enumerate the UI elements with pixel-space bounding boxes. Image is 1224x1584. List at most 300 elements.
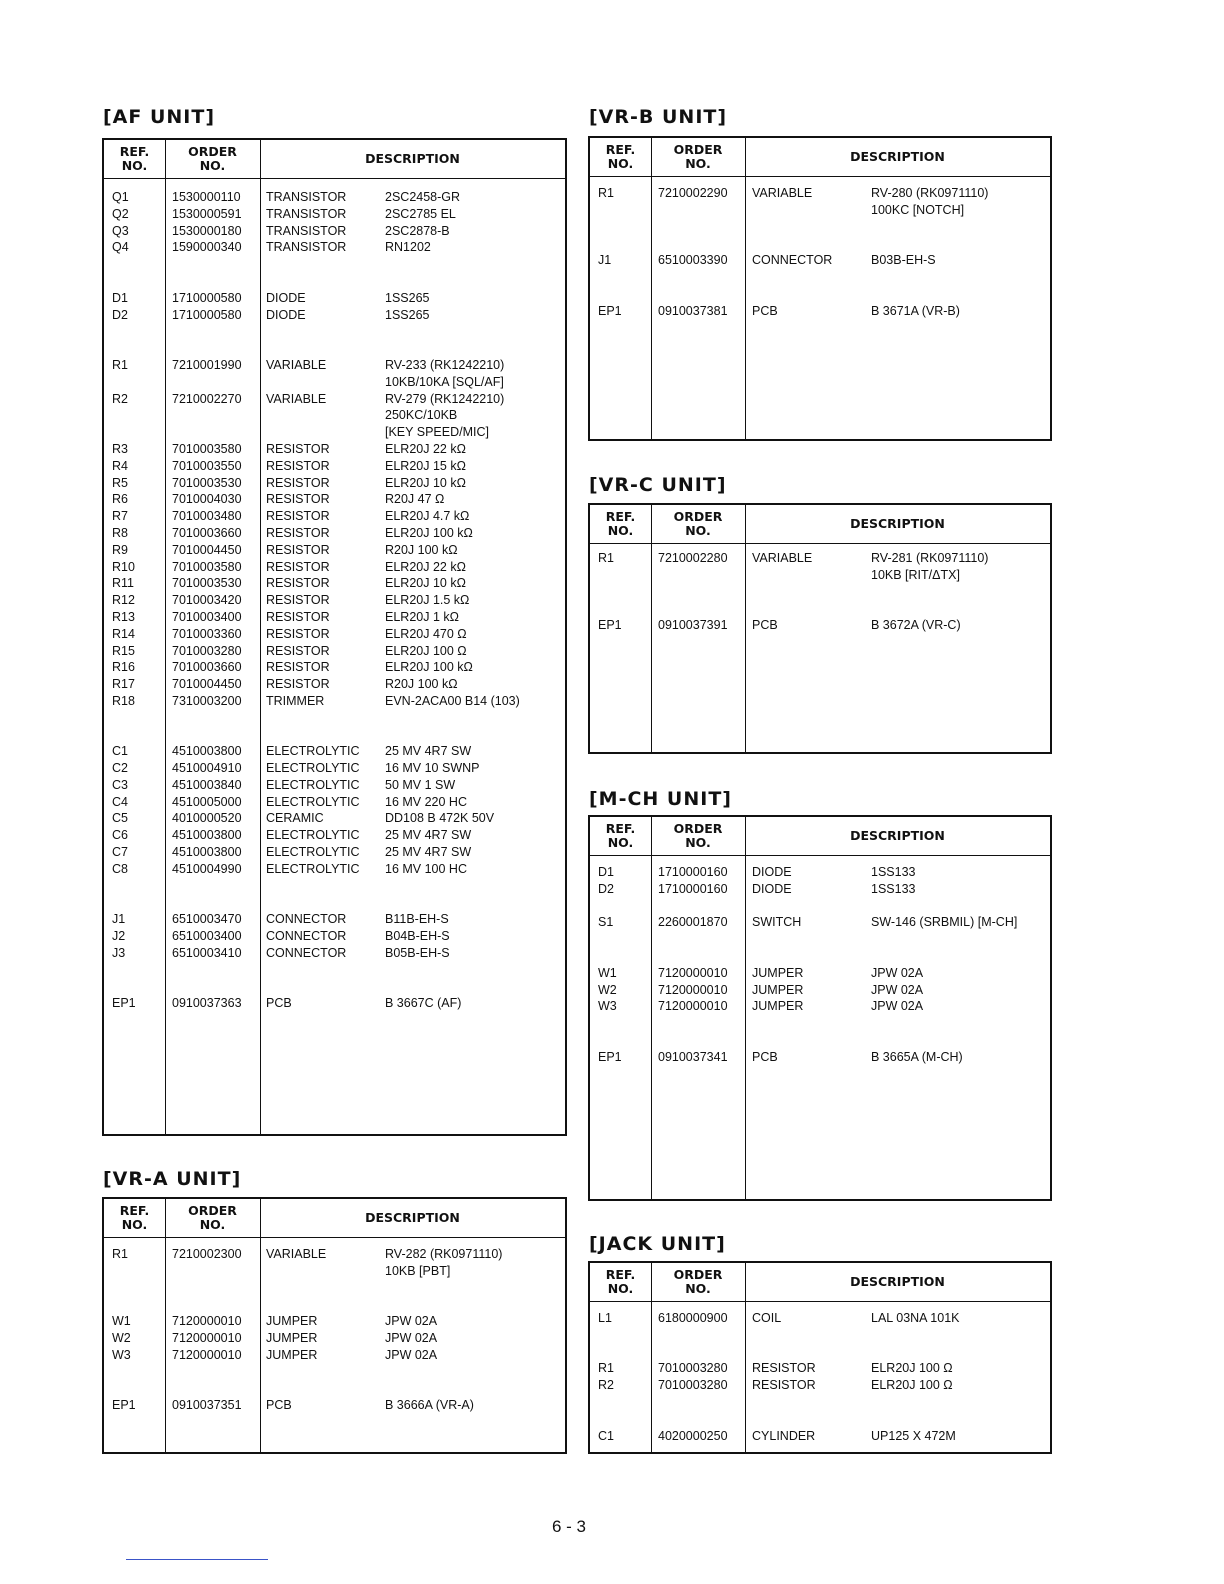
value-cell: ELR20J 100 kΩ [385,660,473,675]
type-cell: VARIABLE [266,391,327,406]
value-cell: 25 MV 4R7 SW [385,744,472,759]
ref-no-header [104,1204,165,1232]
type-cell: RESISTOR [266,525,330,540]
value-cell: 25 MV 4R7 SW [385,845,472,860]
table-row [104,929,565,946]
value-cell: 2SC2785 EL [385,206,456,221]
table-row [104,1365,565,1382]
value-cell: ELR20J 100 kΩ [385,525,473,540]
table-row [590,999,1050,1016]
table-row [104,963,565,980]
order-no-header-line: NO. [685,1281,711,1296]
value-cell: B05B-EH-S [385,945,450,960]
ref-cell: Q4 [112,240,129,255]
table-row [104,341,565,358]
type-cell: TRIMMER [266,693,325,708]
table-row [104,610,565,627]
type-cell: CONNECTOR [752,253,833,268]
value-cell: ELR20J 10 kΩ [385,576,466,591]
order-no-header-line: NO. [685,523,711,538]
ref-no-header-line: REF. [605,1267,636,1282]
value-cell: ELR20J 470 Ω [385,626,467,641]
value-cell: 25 MV 4R7 SW [385,828,472,843]
value-cell: 100KC [NOTCH] [871,202,965,217]
type-cell: RESISTOR [752,1378,816,1393]
table-row [104,1331,565,1348]
order-no-header-line: ORDER [188,144,237,159]
table-row [104,240,565,257]
order-cell: 7010004030 [172,492,242,507]
ref-cell: R11 [112,576,135,591]
value-cell: 10KB [RIT/ΔTX] [871,567,960,582]
table-row [104,560,565,577]
order-cell: 4010000520 [172,811,242,826]
ref-cell: S1 [598,915,614,930]
table-row [590,253,1050,270]
ref-no-header [104,145,165,173]
table-row [104,996,565,1013]
value-cell: B 3672A (VR-C) [871,618,961,633]
ref-no-header [590,822,651,850]
type-cell: RESISTOR [266,475,330,490]
type-cell: JUMPER [752,999,804,1014]
value-cell: [KEY SPEED/MIC] [385,425,489,440]
vra-unit-title: [VR-A UNIT] [103,1168,242,1190]
type-cell: DIODE [266,307,306,322]
ref-cell: Q2 [112,206,129,221]
ref-cell: C2 [112,761,128,776]
order-cell: 6180000900 [658,1311,728,1325]
ref-no-header-line: NO. [121,158,148,173]
table-row [104,862,565,879]
table-row [104,795,565,812]
ref-no-header-line: REF. [605,821,636,836]
table-row [104,459,565,476]
ref-cell: C1 [598,1428,614,1443]
order-cell: 1530000110 [172,190,241,204]
value-cell: ELR20J 10 kΩ [385,475,466,490]
order-no-header-line: ORDER [673,821,723,836]
ref-cell: W3 [112,1347,131,1362]
type-cell: RESISTOR [266,509,330,524]
type-cell: JUMPER [752,965,804,980]
value-cell: ELR20J 100 Ω [871,1378,953,1393]
ref-no-header-line: NO. [607,1281,634,1296]
ref-cell: R13 [112,609,135,624]
ref-no-header-line: NO. [607,156,634,171]
ref-cell: R1 [112,357,128,372]
value-cell: 2SC2878-B [385,223,450,238]
ref-cell: W1 [598,965,617,980]
order-cell: 1530000180 [172,223,242,238]
value-cell: 250KC/10KB [385,408,458,423]
value-cell: ELR20J 1.5 kΩ [385,593,470,608]
table-row [590,1378,1050,1395]
order-cell: 0910037341 [658,1049,728,1064]
table-row [104,694,565,711]
type-cell: DIODE [266,290,306,305]
order-cell: 6510003390 [658,253,728,268]
ref-cell: R9 [112,542,128,557]
ref-cell: R3 [112,441,128,456]
ref-cell: C7 [112,845,128,860]
value-cell: RV-281 (RK0971110) [871,551,989,565]
order-cell: 7210002290 [658,186,728,200]
table-row [104,207,565,224]
description-header: DESCRIPTION [365,151,460,166]
order-no-header [651,822,745,850]
type-cell: RESISTOR [266,677,330,692]
table-row [590,287,1050,304]
description-header: DESCRIPTION [850,149,945,164]
ref-cell: EP1 [598,618,622,633]
value-cell: B03B-EH-S [871,253,936,268]
table-row [590,949,1050,966]
table-row [590,1429,1050,1446]
type-cell: ELECTROLYTIC [266,794,360,809]
header-divider [104,1237,565,1238]
order-cell: 7210002270 [172,391,242,406]
table-row [104,492,565,509]
table-row [590,236,1050,253]
value-cell: ELR20J 22 kΩ [385,559,466,574]
rows-container [104,190,565,1013]
order-cell: 7010003580 [172,441,242,456]
mch-unit-table [588,815,1052,1201]
type-cell: ELECTROLYTIC [266,744,360,759]
table-row [104,761,565,778]
rows-container [104,1247,565,1415]
value-cell: RV-280 (RK0971110) [871,186,989,200]
order-cell: 7010003400 [172,609,242,624]
table-row [104,845,565,862]
type-cell: PCB [266,1398,292,1413]
table-row [590,1328,1050,1345]
table-row [104,358,565,375]
value-cell: RV-279 (RK1242210) [385,391,505,406]
value-cell: 1SS133 [871,865,916,879]
ref-cell: R7 [112,509,128,524]
value-cell: 16 MV 100 HC [385,861,467,876]
ref-no-header-line: REF. [605,142,636,157]
table-row [590,1361,1050,1378]
order-cell: 2260001870 [658,915,728,930]
type-cell: RESISTOR [266,643,330,658]
ref-no-header-line: NO. [607,523,634,538]
table-row [104,476,565,493]
table-row [590,966,1050,983]
table-row [590,1412,1050,1429]
ref-cell: L1 [598,1311,612,1325]
table-row [104,644,565,661]
table-row [590,601,1050,618]
vra-unit-table [102,1197,567,1454]
table-row [590,270,1050,287]
ref-cell: R4 [112,458,128,473]
order-cell: 1530000591 [172,206,242,221]
ref-cell: R1 [598,1361,614,1376]
af-unit-title: [AF UNIT] [103,106,216,128]
order-cell: 7120000010 [172,1314,242,1329]
ref-cell: D2 [598,881,614,896]
table-row [104,979,565,996]
table-row [104,1281,565,1298]
ref-no-header [590,510,651,538]
table-row [104,912,565,929]
value-cell: RV-233 (RK1242210) [385,357,505,372]
type-cell: RESISTOR [266,593,330,608]
order-no-header-line: NO. [199,1217,226,1232]
ref-cell: W3 [598,999,617,1014]
type-cell: CERAMIC [266,811,324,826]
order-cell: 6510003410 [172,945,242,960]
value-cell: 1SS265 [385,307,430,322]
value-cell: R20J 100 kΩ [385,542,458,557]
order-cell: 0910037381 [658,303,728,318]
vrc-unit-table [588,503,1052,754]
ref-cell: D1 [112,290,128,305]
table-row [590,1033,1050,1050]
ref-cell: R6 [112,492,128,507]
type-cell: CYLINDER [752,1428,816,1443]
type-cell: RESISTOR [266,576,330,591]
type-cell: DIODE [752,881,792,896]
table-row [104,1297,565,1314]
ref-cell: J1 [598,253,612,268]
value-cell: B 3671A (VR-B) [871,303,960,318]
table-row [104,224,565,241]
mch-unit-title: [M-CH UNIT] [589,788,732,810]
order-cell: 4510004910 [172,761,242,776]
type-cell: PCB [752,303,778,318]
order-cell: 4020000250 [658,1428,728,1443]
order-cell: 7010003360 [172,626,242,641]
value-cell: 1SS133 [871,881,916,896]
ref-no-header [590,143,651,171]
order-no-header-line: ORDER [673,509,723,524]
order-cell: 7210002280 [658,551,728,565]
order-cell: 7120000010 [172,1347,242,1362]
ref-cell: J2 [112,929,126,944]
ref-cell: R1 [598,186,614,200]
ref-cell: R14 [112,626,135,641]
ref-cell: C3 [112,777,128,792]
order-cell: 1710000580 [172,307,242,322]
type-cell: RESISTOR [752,1361,816,1376]
type-cell: RESISTOR [266,542,330,557]
table-row [104,811,565,828]
ref-cell: R18 [112,693,135,708]
order-cell: 7120000010 [172,1330,242,1345]
ref-cell: R1 [598,551,614,565]
ref-cell: EP1 [598,303,622,318]
ref-cell: EP1 [598,1049,622,1064]
order-cell: 7010003580 [172,559,242,574]
type-cell: JUMPER [266,1347,318,1362]
type-cell: RESISTOR [266,441,330,456]
value-cell: R20J 47 Ω [385,492,445,507]
type-cell: VARIABLE [266,1247,327,1261]
value-cell: B 3665A (M-CH) [871,1049,963,1064]
header-divider [104,178,565,179]
table-row [104,711,565,728]
af-unit-table [102,138,567,1136]
table-row [104,190,565,207]
ref-cell: W1 [112,1314,131,1329]
order-cell: 7010003280 [658,1361,728,1376]
order-cell: 1710000580 [172,290,242,305]
table-row [104,660,565,677]
table-row [104,879,565,896]
table-row [104,324,565,341]
type-cell: RESISTOR [266,626,330,641]
vrc-unit-title: [VR-C UNIT] [589,474,727,496]
value-cell: R20J 100 kΩ [385,677,458,692]
value-cell: B04B-EH-S [385,929,450,944]
order-cell: 4510003800 [172,828,242,843]
table-row [104,828,565,845]
ref-cell: D2 [112,307,128,322]
table-row [104,728,565,745]
jack-unit-title: [JACK UNIT] [589,1233,726,1255]
table-row [104,442,565,459]
table-row [590,983,1050,1000]
ref-cell: EP1 [112,996,136,1011]
ref-cell: R17 [112,677,135,692]
order-cell: 7120000010 [658,999,728,1014]
value-cell: JPW 02A [871,982,924,997]
value-cell: RV-282 (RK0971110) [385,1247,503,1261]
value-cell: 1SS265 [385,290,430,305]
order-cell: 7010004450 [172,542,242,557]
description-header: DESCRIPTION [850,828,945,843]
order-cell: 7010003550 [172,458,242,473]
type-cell: DIODE [752,865,792,879]
ref-cell: R5 [112,475,128,490]
ref-no-header-line: REF. [605,509,636,524]
value-cell: 16 MV 220 HC [385,794,467,809]
ref-cell: W2 [112,1330,131,1345]
table-row [104,1381,565,1398]
table-row [104,543,565,560]
order-cell: 7010003660 [172,525,242,540]
type-cell: VARIABLE [266,357,327,372]
value-cell: ELR20J 15 kΩ [385,458,466,473]
type-cell: TRANSISTOR [266,240,347,255]
header-divider [590,543,1050,544]
type-cell: PCB [266,996,292,1011]
table-row [104,526,565,543]
type-cell: ELECTROLYTIC [266,861,360,876]
table-row [104,1247,565,1264]
table-row [104,408,565,425]
order-cell: 7310003200 [172,693,242,708]
table-row [104,392,565,409]
description-header: DESCRIPTION [850,1274,945,1289]
table-row [104,677,565,694]
type-cell: RESISTOR [266,609,330,624]
value-cell: LAL 03NA 101K [871,1311,960,1325]
value-cell: JPW 02A [385,1330,438,1345]
order-cell: 1710000160 [658,865,728,879]
value-cell: 50 MV 1 SW [385,777,456,792]
table-row [590,220,1050,237]
description-header: DESCRIPTION [850,516,945,531]
value-cell: B11B-EH-S [385,912,449,927]
rows-container [590,186,1050,320]
ref-cell: R12 [112,593,135,608]
value-cell: JPW 02A [871,965,924,980]
table-row [104,375,565,392]
order-cell: 7010003530 [172,475,242,490]
ref-no-header-line: REF. [119,144,150,159]
value-cell: JPW 02A [871,999,924,1014]
value-cell: SW-146 (SRBMIL) [M-CH] [871,915,1018,930]
table-row [104,308,565,325]
type-cell: RESISTOR [266,559,330,574]
type-cell: CONNECTOR [266,929,347,944]
footer-line [126,1559,268,1560]
table-row [104,1264,565,1281]
table-row [590,186,1050,203]
ref-cell: D1 [598,865,614,879]
order-cell: 7010004450 [172,677,242,692]
ref-cell: R2 [112,391,128,406]
order-cell: 0910037363 [172,996,242,1011]
table-row [590,551,1050,568]
ref-cell: Q3 [112,223,129,238]
order-cell: 6510003470 [172,912,242,927]
table-row [590,585,1050,602]
order-cell: 7010003530 [172,576,242,591]
type-cell: ELECTROLYTIC [266,828,360,843]
page-number: 6 - 3 [552,1517,587,1536]
value-cell: 16 MV 10 SWNP [385,761,480,776]
value-cell: JPW 02A [385,1314,438,1329]
table-row [104,425,565,442]
order-cell: 7210002300 [172,1247,242,1261]
value-cell: B 3667C (AF) [385,996,462,1011]
type-cell: TRANSISTOR [266,206,347,221]
table-row [590,1311,1050,1328]
ref-cell: C1 [112,744,128,759]
table-row [590,1016,1050,1033]
type-cell: TRANSISTOR [266,190,347,204]
order-no-header-line: ORDER [673,142,723,157]
table-row [590,618,1050,635]
type-cell: RESISTOR [266,458,330,473]
order-cell: 7120000010 [658,965,728,980]
ref-cell: C8 [112,861,128,876]
order-cell: 7120000010 [658,982,728,997]
ref-cell: EP1 [112,1398,136,1413]
table-row [590,1345,1050,1362]
table-row [104,778,565,795]
ref-cell: R15 [112,643,135,658]
type-cell: PCB [752,618,778,633]
header-divider [590,855,1050,856]
ref-no-header-line: NO. [607,835,634,850]
order-cell: 7210001990 [172,357,242,372]
order-no-header [651,510,745,538]
order-cell: 0910037391 [658,618,728,633]
type-cell: RESISTOR [266,660,330,675]
order-no-header [651,1268,745,1296]
type-cell: ELECTROLYTIC [266,845,360,860]
table-row [104,257,565,274]
order-cell: 4510004990 [172,861,242,876]
table-row [590,899,1050,916]
